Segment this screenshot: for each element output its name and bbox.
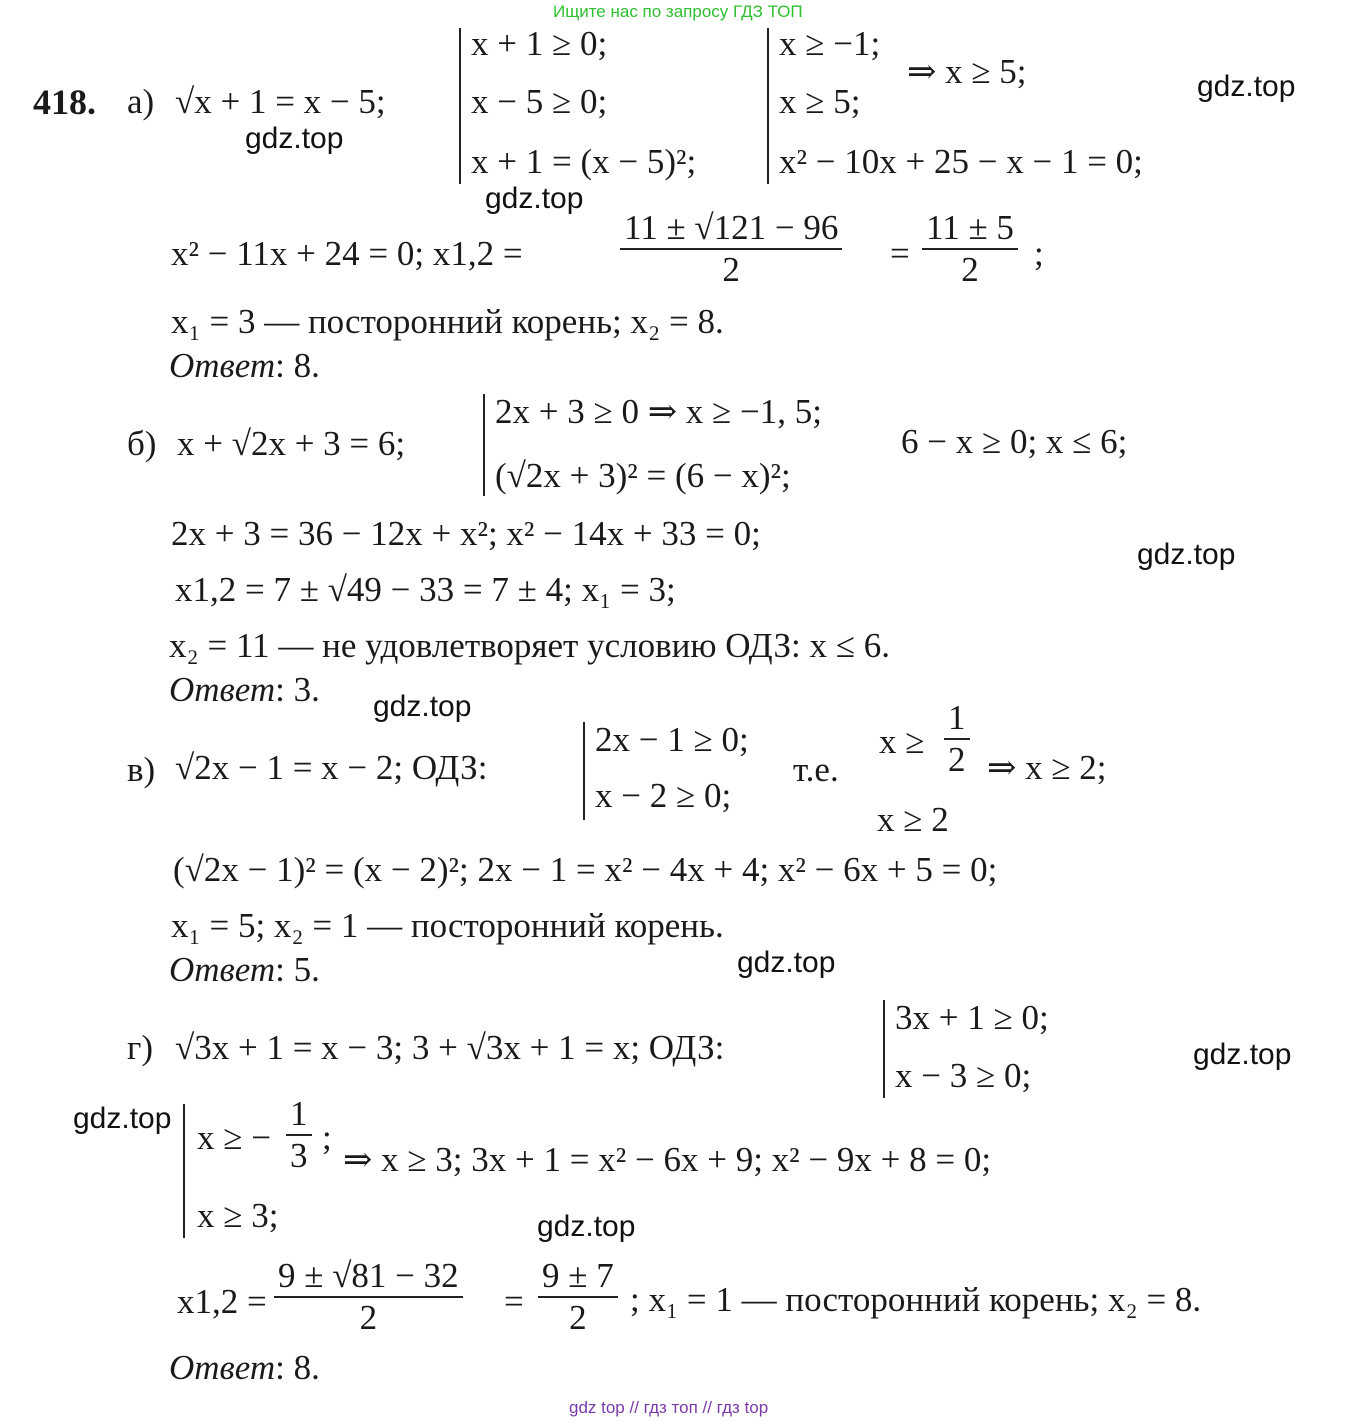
watermark: gdz.top (245, 122, 344, 155)
equals-sign: = (504, 1282, 524, 1321)
answer (169, 950, 320, 990)
fraction (620, 208, 842, 290)
part-a-equation: √x + 1 = x − 5; (175, 82, 386, 121)
equation-line: x₁ = 5; x₂ = 1 — посторонний корень. (171, 906, 724, 945)
system-brace (183, 1104, 195, 1238)
part-b-equation: x + √2x + 3 = 6; (177, 424, 406, 463)
fraction-numerator: 1 (286, 1094, 312, 1136)
system-line: x ≥ 3; (197, 1196, 279, 1235)
equation-line: x1,2 = 7 ± √49 − 33 = 7 ± 4; x₁ = 3; (175, 570, 676, 609)
semicolon: ; (322, 1118, 332, 1157)
system-line: 2x + 3 ≥ 0 ⇒ x ≥ −1, 5; (495, 392, 822, 431)
answer-value: : 8. (275, 1348, 320, 1387)
system-brace (583, 722, 595, 820)
answer-value: : 5. (275, 950, 320, 989)
answer (169, 346, 320, 386)
equation-line: x₂ = 11 — не удовлетворяет условию ОДЗ: x ≤ 6. (169, 626, 890, 665)
system-line: x − 2 ≥ 0; (595, 776, 732, 815)
system-brace (459, 28, 471, 184)
fraction-denominator: 2 (961, 250, 979, 289)
system-line: x − 3 ≥ 0; (895, 1056, 1032, 1095)
fraction-numerator: 11 ± 5 (922, 208, 1018, 250)
equation-line: ; x₁ = 1 — посторонний корень; x₂ = 8. (630, 1280, 1202, 1319)
system-line: 3x + 1 ≥ 0; (895, 998, 1049, 1037)
part-b-label: б) (127, 424, 157, 463)
fraction-denominator: 2 (569, 1298, 587, 1337)
system-brace (883, 1000, 895, 1098)
part-g-label: г) (127, 1028, 154, 1067)
equation-line: 2x + 3 = 36 − 12x + x²; x² − 14x + 33 = 0; (171, 514, 761, 553)
system-brace (483, 394, 495, 496)
implication: ⇒ x ≥ 5; (907, 52, 1027, 91)
watermark: gdz.top (537, 1210, 636, 1243)
answer-label: Ответ (169, 950, 276, 989)
problem-number: 418. (33, 82, 96, 122)
watermark: gdz.top (373, 690, 472, 723)
fraction (286, 1094, 312, 1176)
side-condition: 6 − x ≥ 0; x ≤ 6; (901, 422, 1128, 461)
fraction-numerator: 9 ± √81 − 32 (274, 1256, 463, 1298)
fraction-numerator: 11 ± √121 − 96 (620, 208, 842, 250)
fraction-denominator: 2 (722, 250, 740, 289)
search-banner: Ищите нас по запросу ГДЗ ТОП (553, 2, 803, 21)
roots-line: x₁ = 3 — посторонний корень; x₂ = 8. (171, 302, 724, 341)
system-line: (√2x + 3)² = (6 − x)²; (495, 456, 791, 495)
system-line: 2x − 1 ≥ 0; (595, 720, 749, 759)
fraction-numerator: 1 (944, 698, 970, 740)
watermark: gdz.top (1193, 1038, 1292, 1071)
answer-label: Ответ (169, 1348, 276, 1387)
inequality: x ≥ 2 (877, 800, 949, 839)
watermark: gdz.top (1197, 70, 1296, 103)
watermark: gdz.top (737, 946, 836, 979)
x12-label: x1,2 = (177, 1282, 267, 1321)
part-a-label: а) (127, 82, 155, 121)
fraction (538, 1256, 618, 1338)
footer-text: gdz top // гдз топ // гдз top (569, 1398, 769, 1417)
equals-sign: = (890, 234, 910, 273)
part-v-equation: √2x − 1 = x − 2; ОДЗ: (175, 748, 488, 787)
system-line: x − 5 ≥ 0; (471, 82, 608, 121)
fraction-denominator: 2 (948, 740, 966, 779)
answer (169, 670, 320, 710)
fraction-denominator: 2 (359, 1298, 378, 1337)
answer-label: Ответ (169, 346, 276, 385)
equation-line: ⇒ x ≥ 3; 3x + 1 = x² − 6x + 9; x² − 9x + 8 = 0; (343, 1140, 992, 1179)
fraction-denominator: 3 (290, 1136, 308, 1175)
system-line: x + 1 ≥ 0; (471, 24, 608, 63)
fraction (944, 698, 970, 780)
system-line: x ≥ −1; (779, 24, 881, 63)
watermark: gdz.top (485, 182, 584, 215)
watermark: gdz.top (73, 1102, 172, 1135)
inequality: x ≥ (879, 722, 925, 761)
system-brace (767, 28, 779, 184)
answer (169, 1348, 320, 1388)
answer-value: : 3. (275, 670, 320, 709)
semicolon: ; (1034, 234, 1044, 273)
part-v-label: в) (127, 750, 156, 789)
system-line: x ≥ 5; (779, 82, 861, 121)
quadratic-line: x² − 11x + 24 = 0; x1,2 = (171, 234, 523, 273)
watermark: gdz.top (1137, 538, 1236, 571)
system-line: x + 1 = (x − 5)²; (471, 142, 697, 181)
te-label: т.е. (793, 750, 839, 789)
equation-line: (√2x − 1)² = (x − 2)²; 2x − 1 = x² − 4x + 4; x² − 6x + 5 = 0; (173, 850, 998, 889)
system-line: x ≥ − (197, 1118, 271, 1157)
implication: ⇒ x ≥ 2; (987, 748, 1107, 787)
fraction-numerator: 9 ± 7 (538, 1256, 618, 1298)
answer-value: : 8. (275, 346, 320, 385)
system-line: x² − 10x + 25 − x − 1 = 0; (779, 142, 1143, 181)
fraction (922, 208, 1018, 290)
fraction (274, 1256, 463, 1338)
answer-label: Ответ (169, 670, 276, 709)
part-g-equation: √3x + 1 = x − 3; 3 + √3x + 1 = x; ОДЗ: (175, 1028, 725, 1067)
